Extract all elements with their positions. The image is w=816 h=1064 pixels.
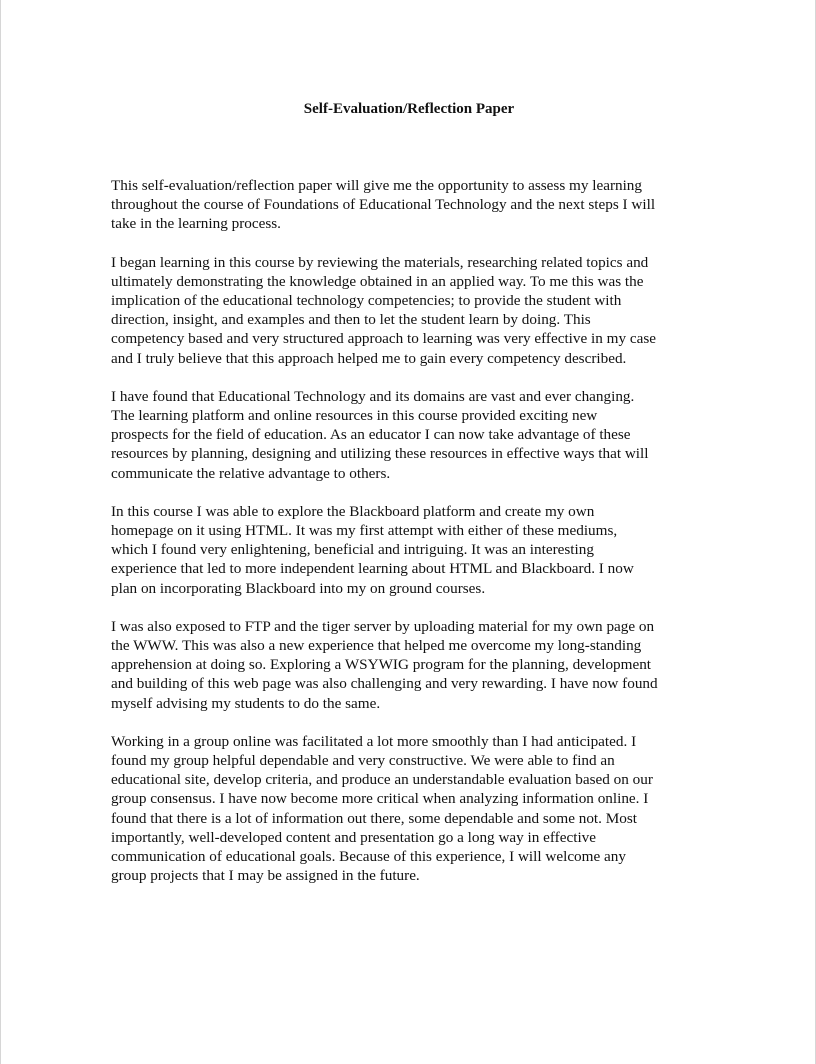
text-line: group consensus. I have now become more critical when analyzing information online. I xyxy=(111,790,649,808)
paragraph-6 xyxy=(111,732,721,886)
paragraph-2 xyxy=(111,253,721,368)
text-line: implication of the educational technology competencies; to provide the student with xyxy=(111,292,622,310)
text-line: resources by planning, designing and utilizing these resources in effective ways that will xyxy=(111,445,649,463)
text-line: The learning platform and online resources in this course provided exciting new xyxy=(111,407,598,425)
text-line: direction, insight, and examples and then to let the student learn by doing. This xyxy=(111,311,591,329)
text-line: importantly, well-developed content and presentation go a long way in effective xyxy=(111,828,596,846)
text-line: I was also exposed to FTP and the tiger server by uploading material for my own page on xyxy=(111,617,655,635)
text-line: and building of this web page was also challenging and very rewarding. I have now found xyxy=(111,675,658,693)
text-line: apprehension at doing so. Exploring a WSYWIG program for the planning, development xyxy=(111,656,652,674)
text-line: take in the learning process. xyxy=(111,215,281,233)
text-line: In this course I was able to explore the Blackboard platform and create my own xyxy=(111,502,595,520)
text-line: prospects for the field of education. As an educator I can now take advantage of these xyxy=(111,426,631,444)
text-line: the WWW. This was also a new experience that helped me overcome my long-standing xyxy=(111,637,642,655)
paragraph-1 xyxy=(111,176,721,234)
text-line: competency based and very structured approach to learning was very effective in my case xyxy=(111,330,656,348)
text-line: and I truly believe that this approach helped me to gain every competency described. xyxy=(111,349,627,367)
text-line: found my group helpful dependable and very constructive. We were able to find an xyxy=(111,752,615,770)
text-line: ultimately demonstrating the knowledge obtained in an applied way. To me this was the xyxy=(111,272,644,290)
text-line: found that there is a lot of information out there, some dependable and some not. Most xyxy=(111,809,637,827)
text-line: plan on incorporating Blackboard into my on ground courses. xyxy=(111,579,486,597)
text-line: This self-evaluation/reflection paper will give me the opportunity to assess my learning xyxy=(111,177,642,194)
document-body xyxy=(111,176,721,905)
page-title: Self-Evaluation/Reflection Paper xyxy=(303,101,515,117)
text-line: myself advising my students to do the same. xyxy=(111,694,381,712)
text-line: which I found very enlightening, beneficial and intriguing. It was an interesting xyxy=(111,541,594,559)
text-line: communicate the relative advantage to others. xyxy=(111,464,391,482)
text-line: communication of educational goals. Because of this experience, I will welcome any xyxy=(111,848,626,866)
text-line: I have found that Educational Technology and its domains are vast and ever changing. xyxy=(111,387,635,405)
text-line: Working in a group online was facilitated a lot more smoothly than I had anticipated. I xyxy=(111,732,637,750)
paragraph-5 xyxy=(111,617,721,713)
text-line: educational site, develop criteria, and produce an understandable evaluation based on our xyxy=(111,771,653,789)
text-line: experience that led to more independent learning about HTML and Blackboard. I now xyxy=(111,560,634,578)
paragraph-3 xyxy=(111,387,721,483)
paragraph-4 xyxy=(111,502,721,598)
text-line: group projects that I may be assigned in the future. xyxy=(111,867,420,885)
text-line: throughout the course of Foundations of Educational Technology and the next steps I will xyxy=(111,196,656,214)
text-line: I began learning in this course by reviewing the materials, researching related topics and xyxy=(111,253,649,271)
text-line: homepage on it using HTML. It was my first attempt with either of these mediums, xyxy=(111,522,618,540)
